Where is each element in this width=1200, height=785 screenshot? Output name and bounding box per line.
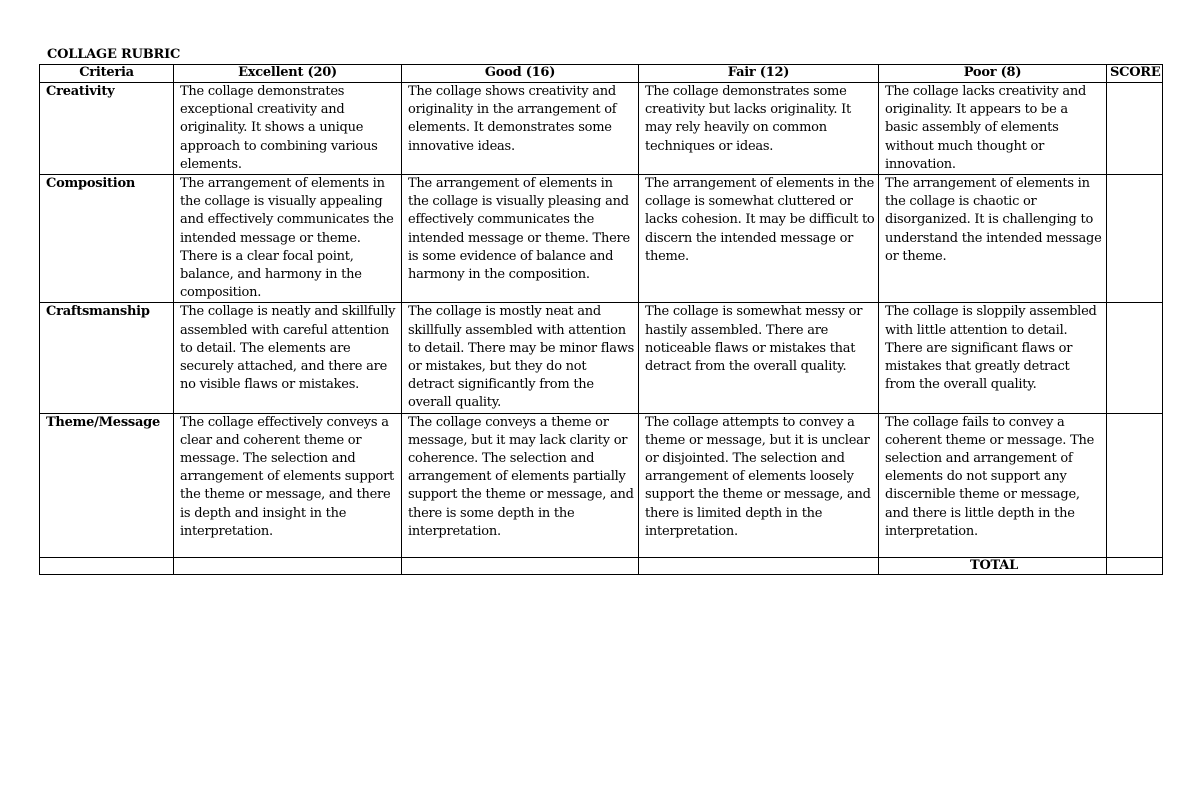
- fair-cell: The arrangement of elements in the collage is somewhat cluttered or lacks cohesion. It may be difficult to discern the intended message or theme.: [639, 175, 879, 303]
- table-row-craftsmanship: [40, 303, 1163, 413]
- header-criteria: Criteria: [40, 65, 174, 83]
- good-cell: The collage shows creativity and originality in the arrangement of elements. It demonstrates some innovative ideas.: [402, 83, 639, 175]
- good-cell: The arrangement of elements in the collage is visually pleasing and effectively communicates the intended message or theme. There is some evidence of balance and harmony in the composition.: [402, 175, 639, 303]
- excellent-cell: The collage is neatly and skillfully assembled with careful attention to detail. The elements are securely attached, and there are no visible flaws or mistakes.: [174, 303, 402, 413]
- table-row-theme-message: [40, 413, 1163, 557]
- total-label: TOTAL: [879, 557, 1107, 574]
- total-score-cell[interactable]: [1107, 557, 1163, 574]
- header-excellent: Excellent (20): [174, 65, 402, 83]
- score-cell[interactable]: [1107, 175, 1163, 303]
- criteria-cell: Craftsmanship: [40, 303, 174, 413]
- header-good: Good (16): [402, 65, 639, 83]
- score-cell[interactable]: [1107, 303, 1163, 413]
- good-cell: The collage is mostly neat and skillfully assembled with attention to detail. There may be minor flaws or mistakes, but they do not detract significantly from the overall quality.: [402, 303, 639, 413]
- rubric-table: [39, 64, 1163, 575]
- table-row-total: [40, 557, 1163, 574]
- poor-cell: The arrangement of elements in the collage is chaotic or disorganized. It is challenging to understand the intended message or theme.: [879, 175, 1107, 303]
- fair-cell: The collage is somewhat messy or hastily assembled. There are noticeable flaws or mistakes that detract from the overall quality.: [639, 303, 879, 413]
- poor-cell: The collage lacks creativity and originality. It appears to be a basic assembly of elements without much thought or innovation.: [879, 83, 1107, 175]
- score-cell[interactable]: [1107, 83, 1163, 175]
- header-score: SCORE: [1107, 65, 1163, 83]
- poor-cell: The collage is sloppily assembled with little attention to detail. There are significant flaws or mistakes that greatly detract from the overall quality.: [879, 303, 1107, 413]
- table-row-composition: [40, 175, 1163, 303]
- header-fair: Fair (12): [639, 65, 879, 83]
- score-cell[interactable]: [1107, 413, 1163, 557]
- criteria-cell: Theme/Message: [40, 413, 174, 557]
- header-row: [40, 65, 1163, 83]
- page-title: COLLAGE RUBRIC: [47, 47, 181, 62]
- fair-cell: The collage attempts to convey a theme or message, but it is unclear or disjointed. The selection and arrangement of elements loosely support the theme or message, and there is limited depth in the interpretation.: [639, 413, 879, 557]
- table-row-creativity: [40, 83, 1163, 175]
- header-poor: Poor (8): [879, 65, 1107, 83]
- empty-cell: [402, 557, 639, 574]
- fair-cell: The collage demonstrates some creativity but lacks originality. It may rely heavily on common techniques or ideas.: [639, 83, 879, 175]
- excellent-cell: The arrangement of elements in the collage is visually appealing and effectively communicates the intended message or theme. There is a clear focal point, balance, and harmony in the composition.: [174, 175, 402, 303]
- good-cell: The collage conveys a theme or message, but it may lack clarity or coherence. The selection and arrangement of elements partially support the theme or message, and there is some depth in the interpretation.: [402, 413, 639, 557]
- excellent-cell: The collage effectively conveys a clear and coherent theme or message. The selection and arrangement of elements support the theme or message, and there is depth and insight in the interpretation.: [174, 413, 402, 557]
- empty-cell: [639, 557, 879, 574]
- poor-cell: The collage fails to convey a coherent theme or message. The selection and arrangement of elements do not support any discernible theme or message, and there is little depth in the interpretation.: [879, 413, 1107, 557]
- excellent-cell: The collage demonstrates exceptional creativity and originality. It shows a unique approach to combining various elements.: [174, 83, 402, 175]
- criteria-cell: Creativity: [40, 83, 174, 175]
- empty-cell: [174, 557, 402, 574]
- empty-cell: [40, 557, 174, 574]
- criteria-cell: Composition: [40, 175, 174, 303]
